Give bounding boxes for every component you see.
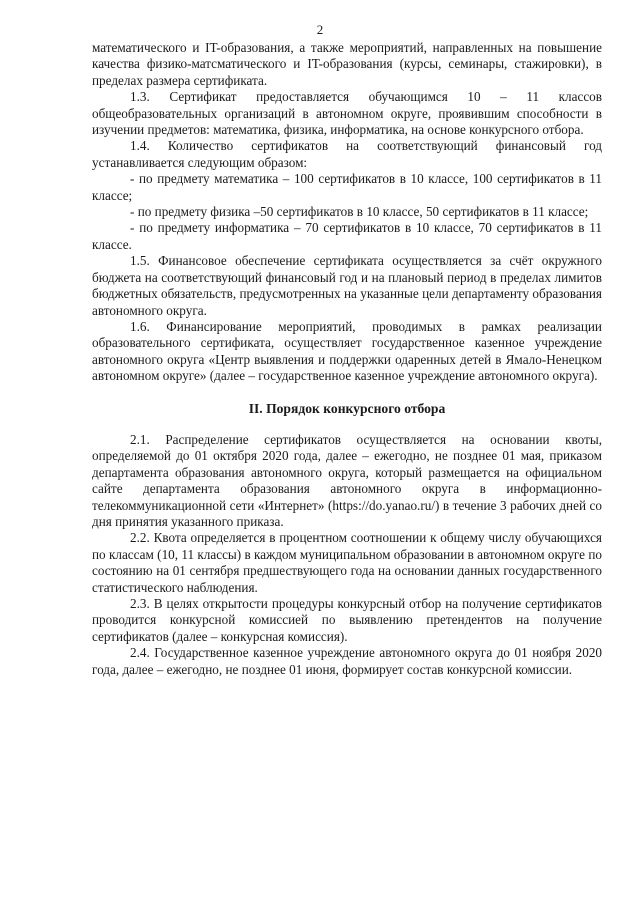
- paragraph-2-1: 2.1. Распределение сертификатов осуществляется на основании квоты, определяемой до 01 октября 2020 года, далее – ежегодно, не позднее 01 мая, приказом департамента образования автономного округа, который размещается на официальном сайте департамента образования автономного округа в информационно-телекоммуникационной сети «Интернет» (https://do.yanao.ru/) в течение 3 рабочих дней со дня принятия указанного приказа.: [92, 431, 602, 529]
- list-item-math: - по предмету математика – 100 сертификатов в 10 классе, 100 сертификатов в 11 классе;: [92, 171, 602, 203]
- section-heading: II. Порядок конкурсного отбора: [248, 400, 446, 416]
- paragraph-1-5: 1.5. Финансовое обеспечение сертификата осуществляется за счёт окружного бюджета на соответствующий финансовый год и на плановый период в пределах лимитов бюджетных обязательств, предусмотренных на указанные цели департаменту образования автономного округа.: [92, 253, 602, 318]
- document-body: [92, 40, 602, 678]
- paragraph-1-6: 1.6. Финансирование мероприятий, проводимых в рамках реализации образовательного сертификата, осуществляет государственное казенное учреждение автономного округа «Центр выявления и поддержки одаренных детей в Ямало-Ненецком автономном округе» (далее – государственное казенное учреждение автономного округа).: [92, 318, 602, 384]
- paragraph-1-3: 1.3. Сертификат предоставляется обучающимся 10 – 11 классов общеобразовательных организаций в автономном округе, проявившим способности в изучении предметов: математика, физика, информатика, на основе конкурсного отбора.: [92, 89, 602, 138]
- list-item-informatics: - по предмету информатика – 70 сертификатов в 10 классе, 70 сертификатов в 11 классе.: [92, 220, 602, 252]
- paragraph-2-4: 2.4. Государственное казенное учреждение автономного округа до 01 ноября 2020 года, далее – ежегодно, не позднее 01 июня, формирует состав конкурсной комиссии.: [92, 645, 602, 677]
- paragraph-2-3: 2.3. В целях открытости процедуры конкурсный отбор на получение сертификатов проводится конкурсной комиссией по выявлению претендентов на получение сертификатов (далее – конкурсная комиссия).: [92, 596, 602, 644]
- paragraph-1-4: 1.4. Количество сертификатов на соответствующий финансовый год устанавливается следующим образом:: [92, 138, 602, 170]
- paragraph-2-2: 2.2. Квота определяется в процентном соотношении к общему числу обучающихся по классам (10, 11 классы) в каждом муниципальном образовании в автономном округе по состоянию на 01 сентября предшествующего года на основании данных государственного статистического наблюдения.: [92, 530, 602, 595]
- page-number: 2: [316, 22, 324, 37]
- paragraph-continuation: математического и IT-образования, а также мероприятий, направленных на повышение качества физико-матсматического и IT-образования (курсы, семинары, стажировки), в пределах размера сертификата.: [92, 40, 602, 88]
- list-item-physics: - по предмету физика –50 сертификатов в 10 классе, 50 сертификатов в 11 классе;: [130, 204, 589, 220]
